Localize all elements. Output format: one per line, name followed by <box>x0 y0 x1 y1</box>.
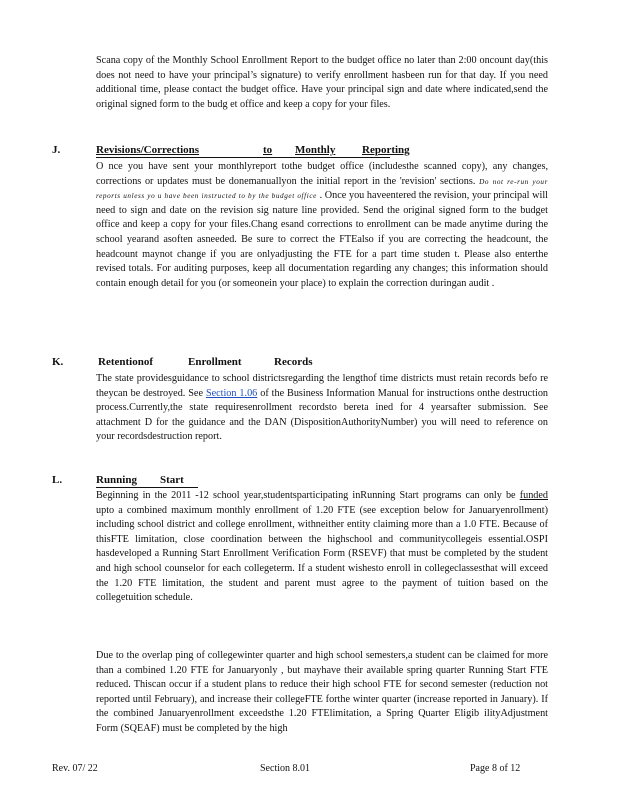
section-l-letter: L. <box>52 474 63 486</box>
section-l-body-1 <box>96 489 548 606</box>
footer-page-number: Page 8 of 12 <box>470 763 521 774</box>
section-j-heading-word-3: Monthly <box>295 144 336 156</box>
section-l-heading-word-1: Running <box>96 474 137 486</box>
section-l-body-1-part-1: Beginning in the 2011 -12 school year,studentsparticipating inRunning Start programs can only be <box>96 490 516 501</box>
section-j-body-part-1: O nce you have sent your monthlyreport tothe budget office (includesthe scanned copy), any changes, corrections or updates must be donemanuallyon the initial report in the 'revision' sections. <box>96 161 548 187</box>
section-j-body-italic: Do not re-run your reports unless yo u have been instructed to by the budget office <box>96 177 548 201</box>
section-j-heading-word-2: to <box>263 144 273 156</box>
section-l-body-1-underlined: funded <box>519 490 549 501</box>
section-k-letter: K. <box>52 356 64 368</box>
intro-paragraph: Scana copy of the Monthly School Enrollment Report to the budget office no later than 2:00 oncount day(this does not need to have your principal’s signature) to verify enrollment hasbeen run for that day. If you need additional time, please contact the budget office. Have your principal sign and date where indicated,send the original signed form to the budg et office and keep a copy for your files. <box>96 55 548 110</box>
section-k-body <box>96 372 548 445</box>
section-j-heading-word-4: Reporting <box>362 144 410 156</box>
section-j-heading-underline <box>96 157 390 158</box>
section-k-body-part-1: The state providesguidance to school districtsregarding the lengthof time districts must retain records befo re theycan be destroyed. See <box>96 373 548 399</box>
section-1-06-link[interactable]: Section 1.06 <box>205 387 258 399</box>
section-j-heading-word-1: Revisions/Corrections <box>96 144 200 156</box>
section-l-body-1-part-2: upto a combined maximum monthly enrollment of 1.20 FTE (see exception below for Januaryenrollment) including school district and college enrollment, withneither entity claiming more than a 1.0 FTE. Because of thisFTE limitation, close coordination between the highschool and communitycollegeis essential.OSPI hasdeveloped a Running Start Enrollment Verification Form (RSEVF) that must be completed by the student and high school counselor for each collegeterm. If a student wishesto enroll in collegeclassesthat will exceed the 1.20 FTE limitation, the student and parent must agree to the payment of tuition based on the collegetuition schedule. <box>96 504 548 604</box>
section-j-letter: J. <box>52 144 61 156</box>
section-k-heading-word-1: Retentionof <box>98 356 153 368</box>
footer-revision: Rev. 07/ 22 <box>52 763 98 774</box>
section-l-heading-underline <box>96 487 198 488</box>
footer-section: Section 8.01 <box>260 763 310 774</box>
section-j-body-part-2: . Once you haveentered the revision, your principal will need to sign and date on the revision sig nature line provided. Send the original signed form to the budget office and keep a copy for your files.Chang esand corrections to enrollment can be made anytime during the school yearand asoften asneeded. Be sure to correct the FTEalso if you are correcting the headcount, the headcount maynot change if you are onlyadjusting the FTE for a part time studen t. Please also enterthe revised totals. For auditing purposes, keep all documentation regarding any changes; this information should contain enough detail for you (or someonein your place) to explain the correction duringan audit . <box>96 190 549 289</box>
section-k-heading-word-2: Enrollment <box>188 356 242 368</box>
section-k-body-part-2: of the Business Information Manual for instructions onthe destruction process.Currently,the state requiresenrollment recordsto bereta ined for 4 yearsafter submission. See attachment D for the guidance and the DAN (DispositionAuthorityNumber) you will need to reference on your recordsdestruction report. <box>96 387 549 443</box>
section-j-body <box>96 160 548 291</box>
section-l-body-2: Due to the overlap ping of collegewinter quarter and high school semesters,a student can be claimed for more than a combined 1.20 FTE for Januaryonly , but mayhave their available spring quarter Running Start FTE reduced. Thiscan occur if a student plans to reduce their high school FTE for second semester (reduction not reported until February), and increase their collegeFTE forthe winter quarter (increase reported in January). If the combined Januaryenrollment exceedsthe 1.20 FTElimitation, a Spring Quarter Eligib ilityAdjustment Form (SQEAF) must be completed by the high <box>96 650 548 734</box>
section-k-heading-word-3: Records <box>274 356 313 368</box>
section-l-heading-word-2: Start <box>160 474 184 486</box>
